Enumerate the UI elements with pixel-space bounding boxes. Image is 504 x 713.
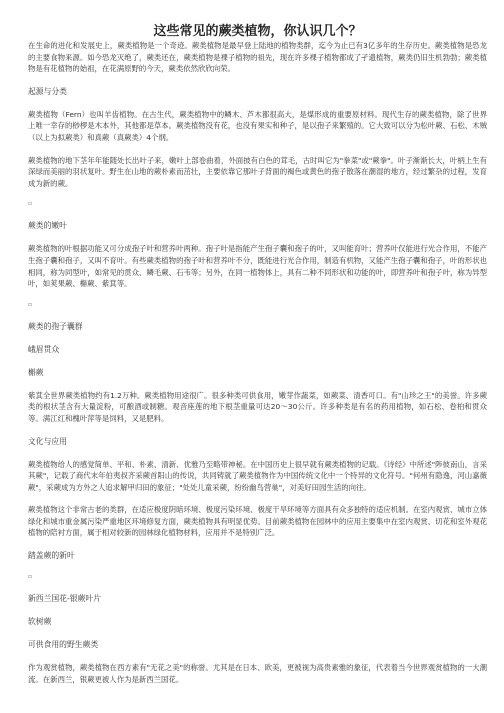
paragraph: 紫萁全世界蕨类植物约有1.2万种。蕨类植物用途很广。很多种类可供食用，嫩芽作蔬菜，如蕨菜、清香可口。有"山珍之王"的美誉。许多蕨类的根状茎含有大量淀粉，可酿酒或制糖。观音座莲的地下根茎重量可达20～30公斤。许多种类是有名的药用植物，如石松、卷柏和贯众等。满江红和槐叶萍等是饲料，又是肥料。 xyxy=(28,390,487,423)
paragraph: 蕨类植物的叶根据功能又可分成孢子叶和营养叶两种。孢子叶是指能产生孢子囊和孢子的叶，又叫能育叶；营养叶仅能进行光合作用，不能产生孢子囊和孢子，又叫不育叶。有些蕨类植物的孢子叶和营养叶不分，既能进行光合作用，制造有机物，又能产生孢子囊和孢子，叶的形状也相同，称为同型叶，如常见的贯众、鳞毛蕨、石韦等；另外，在同一植物体上，具有二种不同形状和功能的叶，即营养叶和孢子叶，称为异型叶，如荚果蕨、槲蕨、紫萁等。 xyxy=(28,244,487,289)
paragraph: 蕨类植物给人的感觉简单、平和、朴素、清新、优雅乃至略带神秘。在中国历史上很早就有蕨类植物的记载。《诗经》中所述"陟彼南山，言采其蕨"，记载了商代末年伯夷叔齐采蕨首阳山的传说，共同铸就了蕨类植物作为中国传统文化中一个特异的文化符号。"何州有隐逸，河山嘉薇蕨"，采蕨成为方外之人追求解甲归田的象征；"处处儿童采蕨，纷纷幽鸟营巢"，对美好田园生活的向往。 xyxy=(28,459,487,492)
image-placeholder-icon: ▫ xyxy=(28,573,33,581)
section-heading: 踏盖蕨的新叶 xyxy=(28,551,75,561)
page-title: 这些常见的蕨类植物，你认识几个？ xyxy=(153,24,362,39)
section-heading: 文化与应用 xyxy=(28,436,67,446)
paragraph: 作为观赏植物，蕨类植物在西方素有"无花之美"的称誉。尤其是在日本、欧美，更被视为高贵素雅的象征，代表着当今世界观赏植物的一大潮流。在新西兰，银蕨更被人作为是新西兰国花。 xyxy=(28,663,487,684)
section-heading: 峨眉贯众 xyxy=(28,344,60,354)
paragraph: 在生命的进化和发展史上，蕨类植物是一个奇迹。蕨类植物是最早登上陆地的植物类群，迄今为止已有3亿多年的生存历史。蕨类植物是恐龙的主要食物来源。如今恐龙灭绝了，蕨类还在，蕨类植物是裸子植物的祖先，现在许多裸子植物都成了孑遗植物，蕨类仍旧生机勃勃；蕨类植物是有花植物的始祖，在花满原野的今天，蕨类依然欣欣向荣。 xyxy=(28,41,487,74)
section-heading: 起源与分类 xyxy=(28,86,67,96)
paragraph: 蕨类植物这个非常古老的类群，在适应极度阴暗环境、极度污染环境、极度干旱环境等方面具有众多独特的适应机制。在室内观赏、城市立体绿化和城市重金属污染严重地区环境修复方面，蕨类植物具有明显优势。目前蕨类植物在园林中的应用主要集中在室内观赏、切花和室外观花植物的陪衬方面，属于相对较新的园林绿化植物材料，应用并不是特别广泛。 xyxy=(28,505,487,538)
section-heading: 蕨类的嫩叶 xyxy=(28,221,67,231)
image-placeholder-icon: ▫ xyxy=(28,300,33,308)
paragraph: 蕨类植物的地下茎年年能随处长出叶子来，嫩叶上部卷曲着，外面披有白色的茸毛，古时叫它为"拳菜"或"蕨拳"。叶子渐渐长大，叶柄上生有深绿而美丽的羽状复叶。野生在山地的蕨朴素而茁壮，主要依靠它那叶子背面的褐色或黄色的孢子散落在潮湿的地方，经过繁杂的过程，发育成为新的蕨。 xyxy=(28,155,487,188)
section-heading: 软树蕨 xyxy=(28,617,52,627)
section-heading: 槲蕨 xyxy=(28,367,44,377)
paragraph: 蕨类植物（Fern）也叫羊齿植物。在古生代，蕨类植物中的鳞木、芦木都很高大，是煤形成的重要原材料。现代生存的蕨类植物，除了世界上唯一幸存的桫椤是木本外，其他都是草本。蕨类植物没有花，也没有果实和种子，是以孢子来繁殖的。它大致可以分为松叶蕨、石松、木贼（以上为拟蕨类）和真蕨（真蕨类）4个纲。 xyxy=(28,109,487,142)
section-heading: 可供食用的野生蕨类 xyxy=(28,640,99,650)
image-placeholder-icon: ▫ xyxy=(28,200,33,208)
section-heading: 蕨类的孢子囊群 xyxy=(28,321,83,331)
section-heading: 新西兰国花-银蕨叶片 xyxy=(28,594,101,604)
article-body xyxy=(28,40,487,685)
